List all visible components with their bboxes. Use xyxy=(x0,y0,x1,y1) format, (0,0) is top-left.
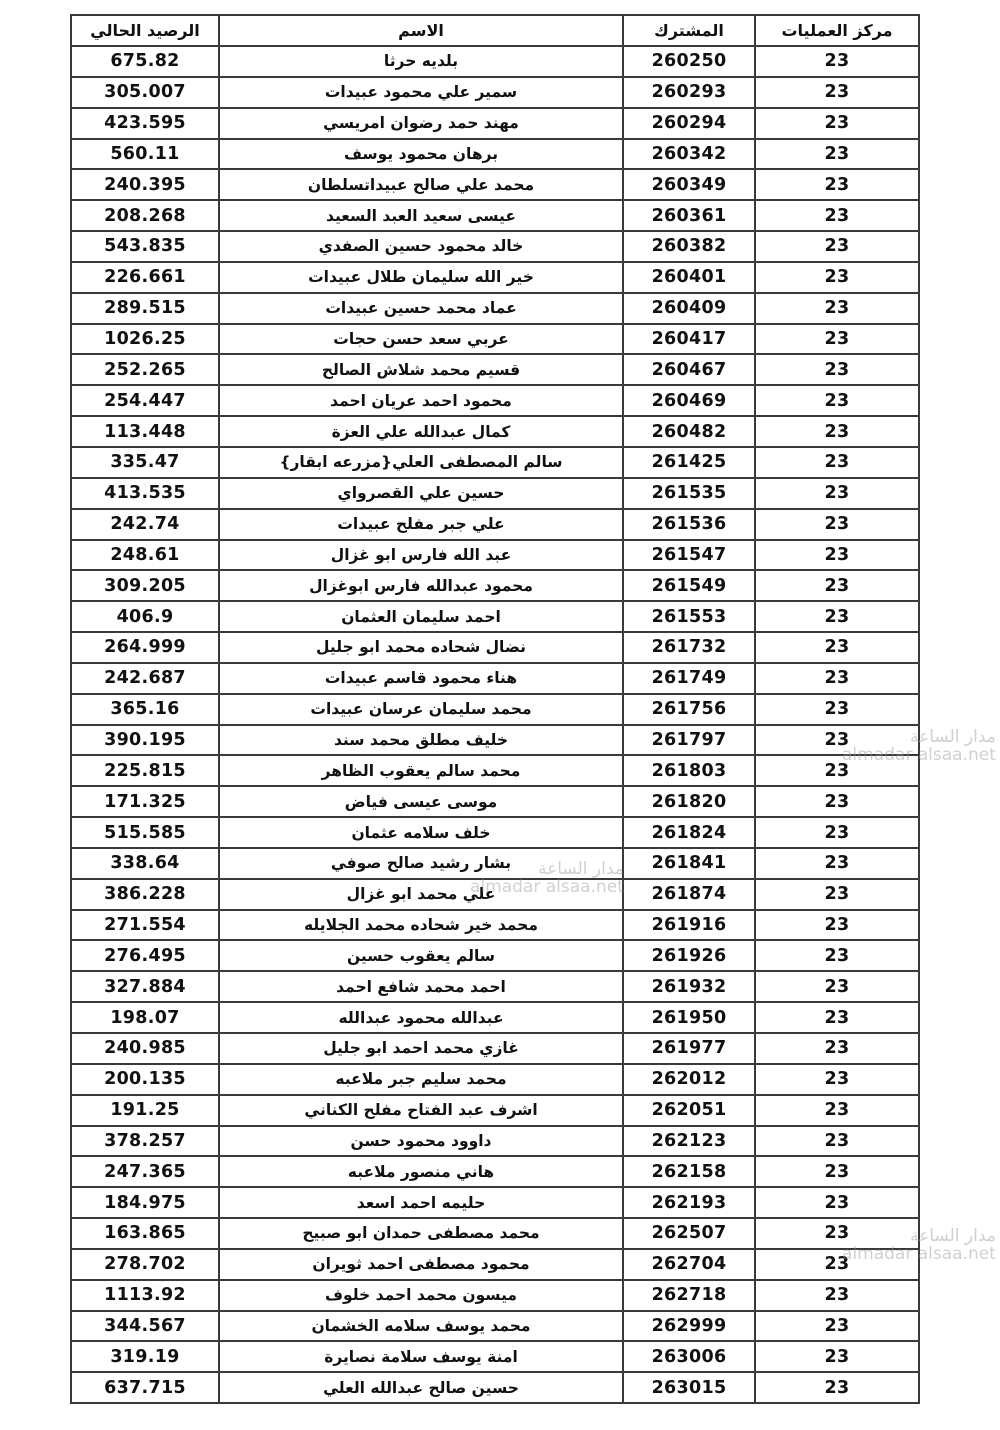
table-row xyxy=(71,200,919,231)
header-subscriber: المشترك xyxy=(623,15,755,46)
cell-balance: 113.448 xyxy=(71,416,219,447)
cell-name: خليف مطلق محمد سند xyxy=(219,725,623,756)
cell-subscriber: 262051 xyxy=(623,1095,755,1126)
cell-center: 23 xyxy=(755,1187,919,1218)
cell-subscriber: 263015 xyxy=(623,1372,755,1403)
cell-center: 23 xyxy=(755,1280,919,1311)
header-name: الاسم xyxy=(219,15,623,46)
table-row xyxy=(71,601,919,632)
cell-balance: 191.25 xyxy=(71,1095,219,1126)
cell-subscriber: 262193 xyxy=(623,1187,755,1218)
cell-balance: 515.585 xyxy=(71,817,219,848)
cell-balance: 1113.92 xyxy=(71,1280,219,1311)
cell-center: 23 xyxy=(755,879,919,910)
table-row xyxy=(71,1187,919,1218)
cell-subscriber: 260469 xyxy=(623,385,755,416)
table-row xyxy=(71,509,919,540)
cell-name: حسين علي القصرواي xyxy=(219,478,623,509)
cell-center: 23 xyxy=(755,1372,919,1403)
cell-center: 23 xyxy=(755,817,919,848)
table-row xyxy=(71,694,919,725)
cell-center: 23 xyxy=(755,447,919,478)
cell-balance: 344.567 xyxy=(71,1311,219,1342)
cell-name: برهان محمود يوسف xyxy=(219,139,623,170)
cell-name: محمود احمد عريان احمد xyxy=(219,385,623,416)
watermark-latin-text: almadar alsaa.net xyxy=(842,1244,996,1264)
cell-center: 23 xyxy=(755,663,919,694)
cell-balance: 543.835 xyxy=(71,231,219,262)
cell-subscriber: 261536 xyxy=(623,509,755,540)
cell-name: امنة يوسف سلامة نصايرة xyxy=(219,1341,623,1372)
cell-name: غازي محمد احمد ابو جليل xyxy=(219,1033,623,1064)
table-row xyxy=(71,910,919,941)
table-row xyxy=(71,231,919,262)
cell-center: 23 xyxy=(755,169,919,200)
cell-center: 23 xyxy=(755,108,919,139)
cell-subscriber: 260401 xyxy=(623,262,755,293)
cell-balance: 1026.25 xyxy=(71,324,219,355)
cell-subscriber: 260294 xyxy=(623,108,755,139)
cell-name: خلف سلامه عثمان xyxy=(219,817,623,848)
cell-subscriber: 261803 xyxy=(623,755,755,786)
table-row xyxy=(71,139,919,170)
cell-balance: 247.365 xyxy=(71,1156,219,1187)
cell-balance: 163.865 xyxy=(71,1218,219,1249)
table-row xyxy=(71,77,919,108)
cell-name: محمود مصطفى احمد ثويران xyxy=(219,1249,623,1280)
cell-balance: 406.9 xyxy=(71,601,219,632)
cell-center: 23 xyxy=(755,725,919,756)
cell-center: 23 xyxy=(755,200,919,231)
cell-subscriber: 262123 xyxy=(623,1126,755,1157)
cell-subscriber: 261425 xyxy=(623,447,755,478)
cell-subscriber: 261547 xyxy=(623,540,755,571)
watermark-arabic-text: مدار الساعة xyxy=(909,727,996,747)
table-row xyxy=(71,540,919,571)
table-row xyxy=(71,262,919,293)
cell-balance: 198.07 xyxy=(71,1002,219,1033)
cell-center: 23 xyxy=(755,293,919,324)
cell-subscriber: 260342 xyxy=(623,139,755,170)
cell-name: ميسون محمد احمد خلوف xyxy=(219,1280,623,1311)
table-row xyxy=(71,416,919,447)
cell-balance: 413.535 xyxy=(71,478,219,509)
table-row xyxy=(71,940,919,971)
cell-subscriber: 262012 xyxy=(623,1064,755,1095)
cell-name: هناء محمود قاسم عبيدات xyxy=(219,663,623,694)
cell-center: 23 xyxy=(755,1095,919,1126)
cell-name: احمد سليمان العثمان xyxy=(219,601,623,632)
cell-balance: 184.975 xyxy=(71,1187,219,1218)
cell-name: هاني منصور ملاعبه xyxy=(219,1156,623,1187)
cell-subscriber: 262999 xyxy=(623,1311,755,1342)
cell-balance: 338.64 xyxy=(71,848,219,879)
cell-name: موسى عيسى فياض xyxy=(219,786,623,817)
cell-name: عبدالله محمود عبدالله xyxy=(219,1002,623,1033)
cell-balance: 335.47 xyxy=(71,447,219,478)
cell-subscriber: 261549 xyxy=(623,570,755,601)
cell-center: 23 xyxy=(755,416,919,447)
cell-name: خالد محمود حسين الصفدي xyxy=(219,231,623,262)
cell-balance: 254.447 xyxy=(71,385,219,416)
cell-name: خير الله سليمان طلال عبيدات xyxy=(219,262,623,293)
table-row xyxy=(71,848,919,879)
cell-center: 23 xyxy=(755,46,919,77)
cell-balance: 276.495 xyxy=(71,940,219,971)
cell-name: مهند حمد رضوان امريسي xyxy=(219,108,623,139)
cell-center: 23 xyxy=(755,1033,919,1064)
cell-name: محمد خير شحاده محمد الجلايله xyxy=(219,910,623,941)
cell-subscriber: 260417 xyxy=(623,324,755,355)
cell-subscriber: 262507 xyxy=(623,1218,755,1249)
table-row xyxy=(71,293,919,324)
cell-name: احمد محمد شافع احمد xyxy=(219,971,623,1002)
table-row xyxy=(71,1218,919,1249)
cell-balance: 171.325 xyxy=(71,786,219,817)
cell-subscriber: 260349 xyxy=(623,169,755,200)
cell-center: 23 xyxy=(755,570,919,601)
cell-subscriber: 260409 xyxy=(623,293,755,324)
table-row xyxy=(71,1341,919,1372)
cell-subscriber: 261950 xyxy=(623,1002,755,1033)
table-row xyxy=(71,46,919,77)
table-row xyxy=(71,108,919,139)
cell-subscriber: 262158 xyxy=(623,1156,755,1187)
cell-center: 23 xyxy=(755,540,919,571)
cell-center: 23 xyxy=(755,1126,919,1157)
cell-center: 23 xyxy=(755,910,919,941)
cell-center: 23 xyxy=(755,478,919,509)
cell-name: محمد يوسف سلامه الخشمان xyxy=(219,1311,623,1342)
table-row xyxy=(71,324,919,355)
table-row xyxy=(71,1064,919,1095)
cell-balance: 675.82 xyxy=(71,46,219,77)
cell-balance: 423.595 xyxy=(71,108,219,139)
table-row xyxy=(71,1095,919,1126)
cell-center: 23 xyxy=(755,139,919,170)
table-row xyxy=(71,1280,919,1311)
table-row xyxy=(71,447,919,478)
cell-name: محمد سليمان عرسان عبيدات xyxy=(219,694,623,725)
cell-subscriber: 261820 xyxy=(623,786,755,817)
cell-center: 23 xyxy=(755,1249,919,1280)
cell-balance: 208.268 xyxy=(71,200,219,231)
cell-center: 23 xyxy=(755,231,919,262)
table-row xyxy=(71,1249,919,1280)
table-row xyxy=(71,1126,919,1157)
cell-subscriber: 260361 xyxy=(623,200,755,231)
table-row xyxy=(71,478,919,509)
cell-center: 23 xyxy=(755,262,919,293)
cell-center: 23 xyxy=(755,848,919,879)
cell-name: عربي سعد حسن حجات xyxy=(219,324,623,355)
cell-balance: 365.16 xyxy=(71,694,219,725)
cell-center: 23 xyxy=(755,632,919,663)
cell-subscriber: 261553 xyxy=(623,601,755,632)
table-row xyxy=(71,786,919,817)
cell-subscriber: 261535 xyxy=(623,478,755,509)
cell-balance: 378.257 xyxy=(71,1126,219,1157)
cell-subscriber: 261749 xyxy=(623,663,755,694)
cell-center: 23 xyxy=(755,755,919,786)
cell-balance: 560.11 xyxy=(71,139,219,170)
watermark-arabic-text: مدار الساعة xyxy=(537,859,624,879)
table-row xyxy=(71,971,919,1002)
header-row xyxy=(71,15,919,46)
table-row xyxy=(71,1311,919,1342)
cell-subscriber: 262718 xyxy=(623,1280,755,1311)
cell-center: 23 xyxy=(755,971,919,1002)
cell-center: 23 xyxy=(755,694,919,725)
cell-name: بشار رشيد صالح صوفي xyxy=(219,848,623,879)
cell-name: داوود محمود حسن xyxy=(219,1126,623,1157)
cell-name: سالم المصطفى العلي{مزرعه ابقار} xyxy=(219,447,623,478)
table-body xyxy=(71,46,919,1403)
cell-subscriber: 261732 xyxy=(623,632,755,663)
cell-name: عماد محمد حسين عبيدات xyxy=(219,293,623,324)
cell-subscriber: 261756 xyxy=(623,694,755,725)
cell-subscriber: 260467 xyxy=(623,354,755,385)
cell-name: عيسى سعيد العبد السعيد xyxy=(219,200,623,231)
table-row xyxy=(71,570,919,601)
cell-center: 23 xyxy=(755,1311,919,1342)
table-row xyxy=(71,1002,919,1033)
table-row xyxy=(71,1033,919,1064)
table-row xyxy=(71,632,919,663)
cell-balance: 386.228 xyxy=(71,879,219,910)
cell-balance: 278.702 xyxy=(71,1249,219,1280)
cell-balance: 309.205 xyxy=(71,570,219,601)
cell-balance: 240.985 xyxy=(71,1033,219,1064)
table-row xyxy=(71,879,919,910)
cell-balance: 225.815 xyxy=(71,755,219,786)
table-row xyxy=(71,817,919,848)
cell-name: حسين صالح عبدالله العلي xyxy=(219,1372,623,1403)
cell-balance: 226.661 xyxy=(71,262,219,293)
cell-balance: 248.61 xyxy=(71,540,219,571)
cell-name: علي جبر مفلح عبيدات xyxy=(219,509,623,540)
cell-subscriber: 260250 xyxy=(623,46,755,77)
table-row xyxy=(71,1156,919,1187)
cell-name: محمود عبدالله فارس ابوغزال xyxy=(219,570,623,601)
table-row xyxy=(71,725,919,756)
cell-center: 23 xyxy=(755,1156,919,1187)
cell-center: 23 xyxy=(755,354,919,385)
table-row xyxy=(71,663,919,694)
cell-balance: 390.195 xyxy=(71,725,219,756)
cell-subscriber: 263006 xyxy=(623,1341,755,1372)
cell-balance: 264.999 xyxy=(71,632,219,663)
table-row xyxy=(71,755,919,786)
cell-balance: 252.265 xyxy=(71,354,219,385)
cell-name: قسيم محمد شلاش الصالح xyxy=(219,354,623,385)
cell-subscriber: 261874 xyxy=(623,879,755,910)
cell-name: محمد مصطفى حمدان ابو صبيح xyxy=(219,1218,623,1249)
cell-subscriber: 261824 xyxy=(623,817,755,848)
cell-balance: 327.884 xyxy=(71,971,219,1002)
watermark-latin-text: almadar alsaa.net xyxy=(470,877,624,897)
cell-subscriber: 260293 xyxy=(623,77,755,108)
cell-center: 23 xyxy=(755,324,919,355)
header-balance: الرصيد الحالي xyxy=(71,15,219,46)
watermark-arabic-text: مدار الساعة xyxy=(909,1226,996,1246)
cell-center: 23 xyxy=(755,601,919,632)
cell-balance: 242.74 xyxy=(71,509,219,540)
cell-balance: 305.007 xyxy=(71,77,219,108)
cell-balance: 289.515 xyxy=(71,293,219,324)
cell-name: محمد سليم جبر ملاعبه xyxy=(219,1064,623,1095)
cell-center: 23 xyxy=(755,1002,919,1033)
cell-subscriber: 261841 xyxy=(623,848,755,879)
cell-subscriber: 261797 xyxy=(623,725,755,756)
table-row xyxy=(71,385,919,416)
cell-center: 23 xyxy=(755,1218,919,1249)
cell-name: علي محمد ابو غزال xyxy=(219,879,623,910)
cell-balance: 240.395 xyxy=(71,169,219,200)
cell-balance: 242.687 xyxy=(71,663,219,694)
cell-name: سمير علي محمود عبيدات xyxy=(219,77,623,108)
cell-subscriber: 261977 xyxy=(623,1033,755,1064)
cell-balance: 637.715 xyxy=(71,1372,219,1403)
header-center: مركز العمليات xyxy=(755,15,919,46)
cell-subscriber: 261926 xyxy=(623,940,755,971)
cell-name: محمد سالم يعقوب الظاهر xyxy=(219,755,623,786)
cell-center: 23 xyxy=(755,1341,919,1372)
cell-center: 23 xyxy=(755,1064,919,1095)
cell-balance: 271.554 xyxy=(71,910,219,941)
cell-subscriber: 261916 xyxy=(623,910,755,941)
cell-subscriber: 262704 xyxy=(623,1249,755,1280)
cell-name: محمد علي صالح عبيداتسلطان xyxy=(219,169,623,200)
cell-subscriber: 261932 xyxy=(623,971,755,1002)
cell-name: عبد الله فارس ابو غزال xyxy=(219,540,623,571)
cell-center: 23 xyxy=(755,940,919,971)
cell-center: 23 xyxy=(755,786,919,817)
cell-balance: 200.135 xyxy=(71,1064,219,1095)
cell-center: 23 xyxy=(755,77,919,108)
cell-balance: 319.19 xyxy=(71,1341,219,1372)
cell-name: سالم يعقوب حسين xyxy=(219,940,623,971)
table-row xyxy=(71,169,919,200)
cell-name: حليمه احمد اسعد xyxy=(219,1187,623,1218)
table-row xyxy=(71,1372,919,1403)
cell-subscriber: 260382 xyxy=(623,231,755,262)
cell-subscriber: 260482 xyxy=(623,416,755,447)
table-row xyxy=(71,354,919,385)
cell-name: نضال شحاده محمد ابو جليل xyxy=(219,632,623,663)
balances-table xyxy=(70,14,920,1404)
cell-center: 23 xyxy=(755,509,919,540)
watermark-latin-text: almadar alsaa.net xyxy=(842,745,996,765)
cell-name: بلديه حرثا xyxy=(219,46,623,77)
cell-name: اشرف عبد الفتاح مفلح الكناني xyxy=(219,1095,623,1126)
cell-name: كمال عبدالله علي العزة xyxy=(219,416,623,447)
cell-center: 23 xyxy=(755,385,919,416)
